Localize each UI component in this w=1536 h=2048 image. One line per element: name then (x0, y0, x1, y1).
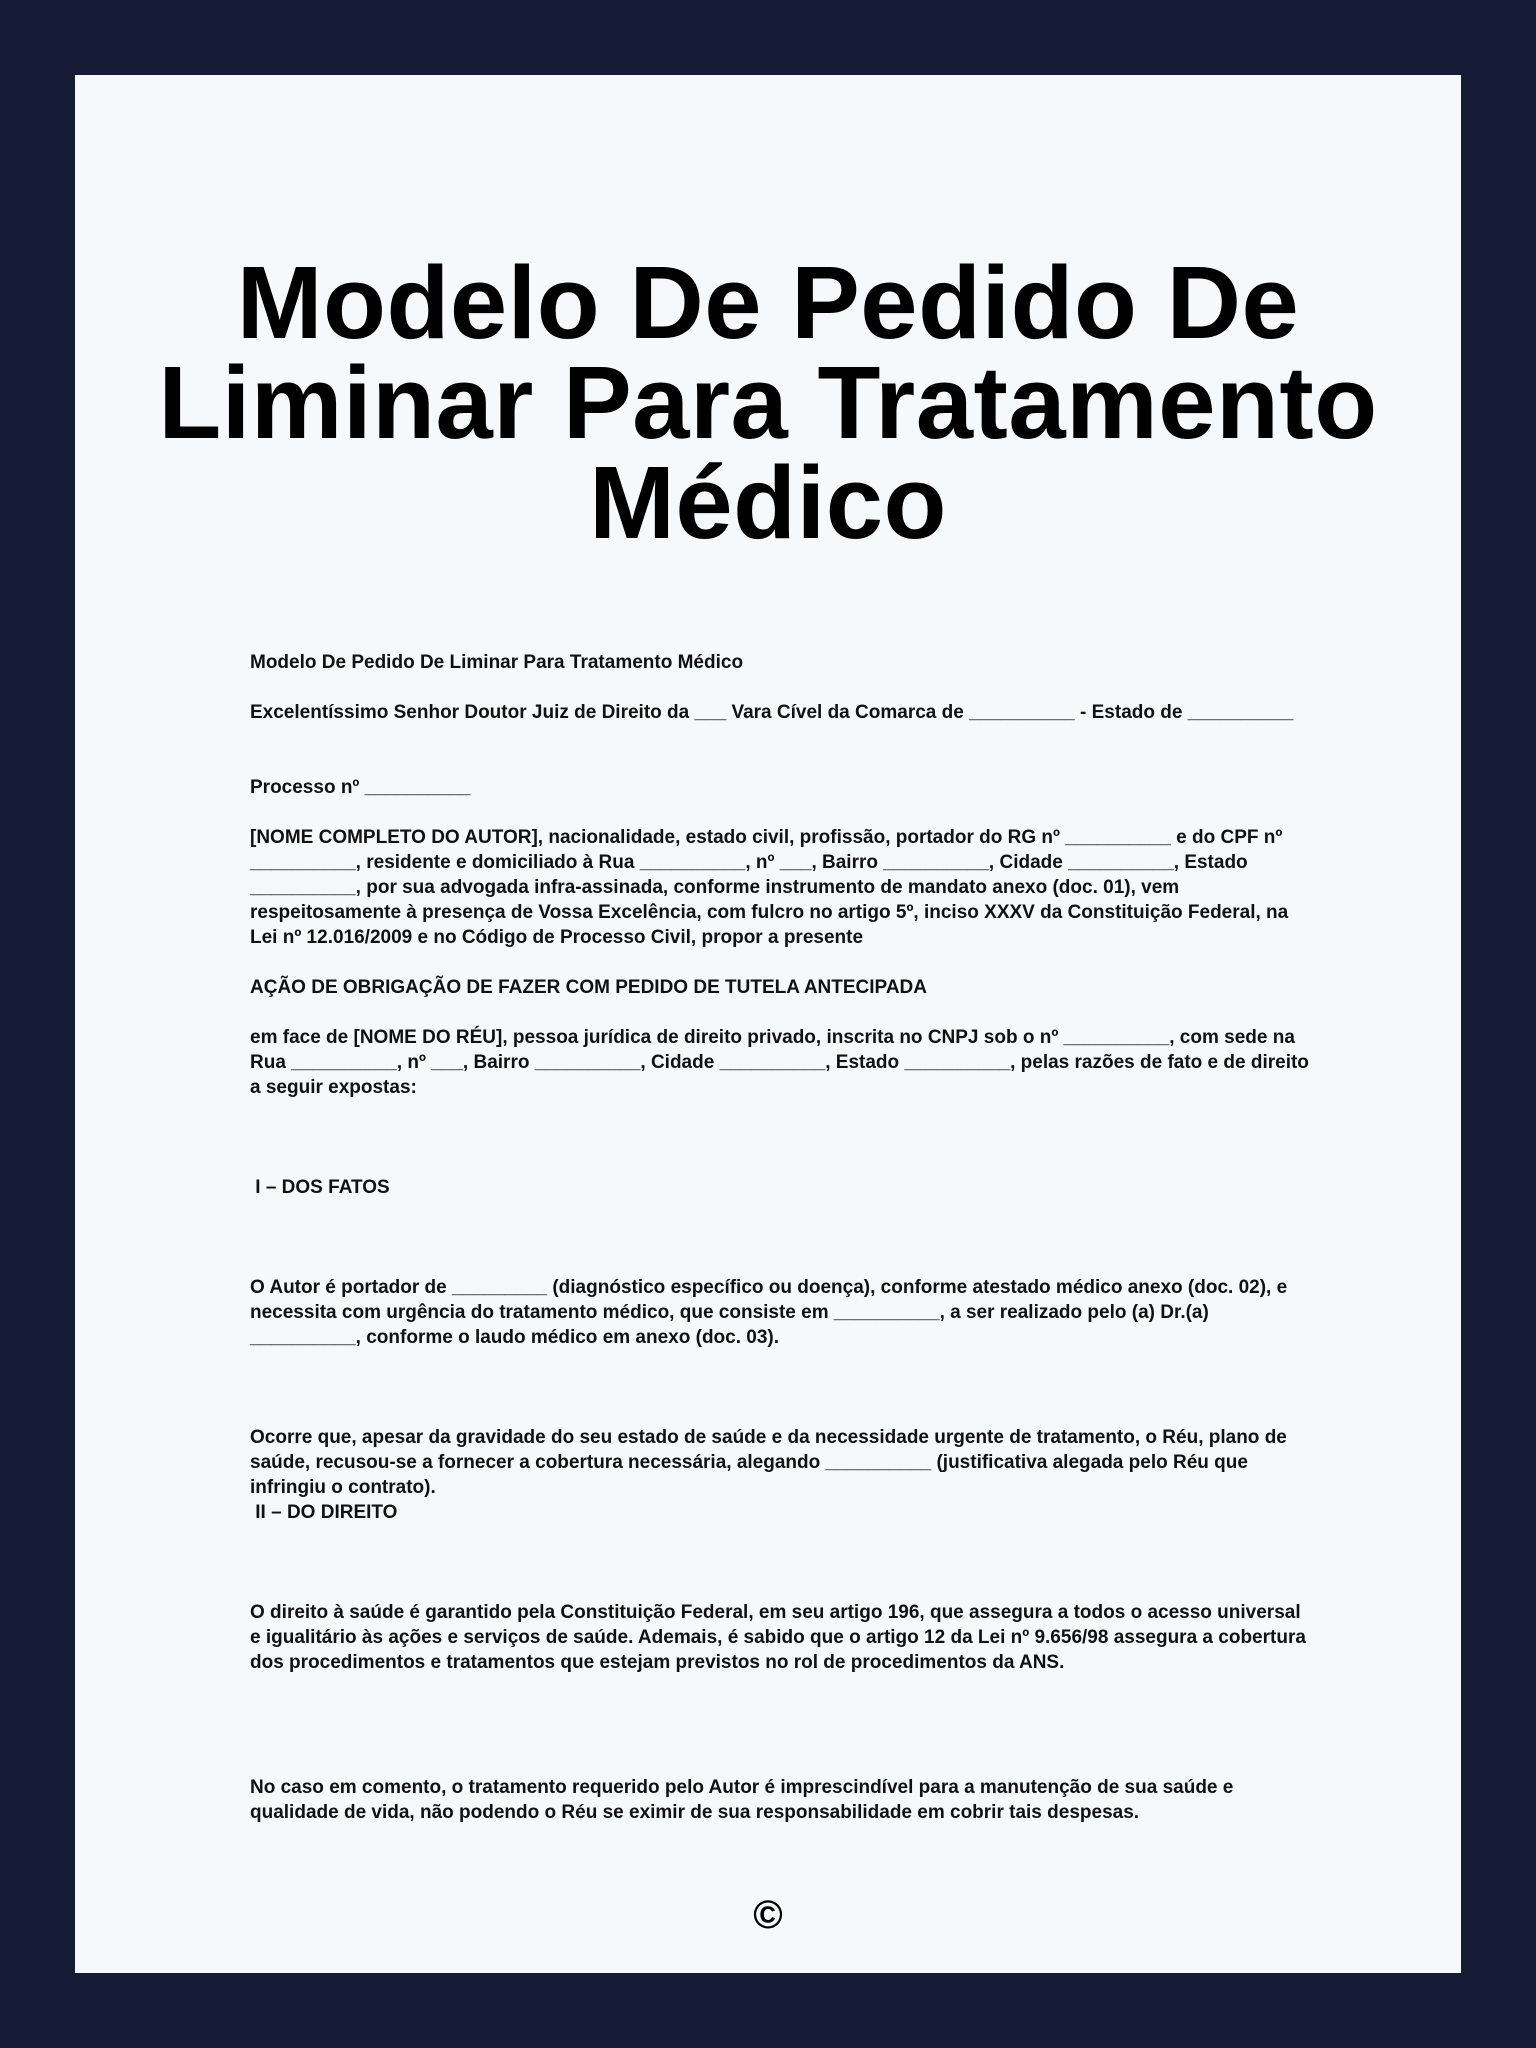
copyright-icon: © (753, 1893, 783, 1937)
facts-paragraph-2: Ocorre que, apesar da gravidade do seu estado de saúde e da necessidade urgente de tratamento, o Réu, plano de saúde, recusou-se a fornecer a cobertura necessária, alegando __________ (justificativa alegada pelo Réu que infringiu o contrato). II – DO DIREITO (250, 1427, 1287, 1523)
law-paragraph-1: O direito à saúde é garantido pela Constituição Federal, em seu artigo 196, que assegura a todos o acesso universal e igualitário às ações e serviços de saúde. Ademais, é sabido que o artigo 12 da Lei nº 9.656/98 assegura a cobertura dos procedimentos e tratamentos que estejam previstos no rol de procedimentos da ANS. (250, 1602, 1312, 1673)
action-title-paragraph: AÇÃO DE OBRIGAÇÃO DE FAZER COM PEDIDO DE TUTELA ANTECIPADA (250, 977, 927, 998)
defendant-qualification-paragraph: em face de [NOME DO RÉU], pessoa jurídica de direito privado, inscrita no CNPJ sob o nº __________, com sede na Rua __________, nº ___, Bairro __________, Cidade __________, Estado __________, pelas razões de fato e de direito a seguir expostas: (250, 1027, 1315, 1098)
plaintiff-qualification-paragraph: [NOME COMPLETO DO AUTOR], nacionalidade, estado civil, profissão, portador do RG nº __________ e do CPF nº __________, residente e domiciliado à Rua __________, nº ___, Bairro __________, Cidade __________, Estado __________, por sua advogada infra-assinada, conforme instrumento de mandato anexo (doc. 01), vem respeitosamente à presença de Vossa Excelência, com fulcro no artigo 5º, inciso XXXV da Constituição Federal, na Lei nº 12.016/2009 e no Código de Processo Civil, propor a presente (250, 827, 1294, 948)
section-facts-heading: I – DOS FATOS (250, 1177, 390, 1198)
document-page (75, 75, 1461, 1973)
law-paragraph-2: No caso em comento, o tratamento requerido pelo Autor é imprescindível para a manutenção de sua saúde e qualidade de vida, não podendo o Réu se eximir de sua responsabilidade em cobrir tais despesas. (250, 1777, 1239, 1823)
process-number-paragraph: Processo nº __________ (250, 777, 471, 798)
heading-repeat: Modelo De Pedido De Liminar Para Tratamento Médico (250, 652, 744, 673)
addressee-paragraph: Excelentíssimo Senhor Doutor Juiz de Direito da ___ Vara Cível da Comarca de __________ - Estado de __________ (250, 702, 1294, 723)
document-title: Modelo De Pedido De Liminar Para Tratamento Médico (158, 245, 1378, 560)
facts-paragraph-1: O Autor é portador de _________ (diagnóstico específico ou doença), conforme atestado médico anexo (doc. 02), e necessita com urgência do tratamento médico, que consiste em __________, a ser realizado pelo (a) Dr.(a) __________, conforme o laudo médico em anexo (doc. 03). (250, 1277, 1293, 1348)
